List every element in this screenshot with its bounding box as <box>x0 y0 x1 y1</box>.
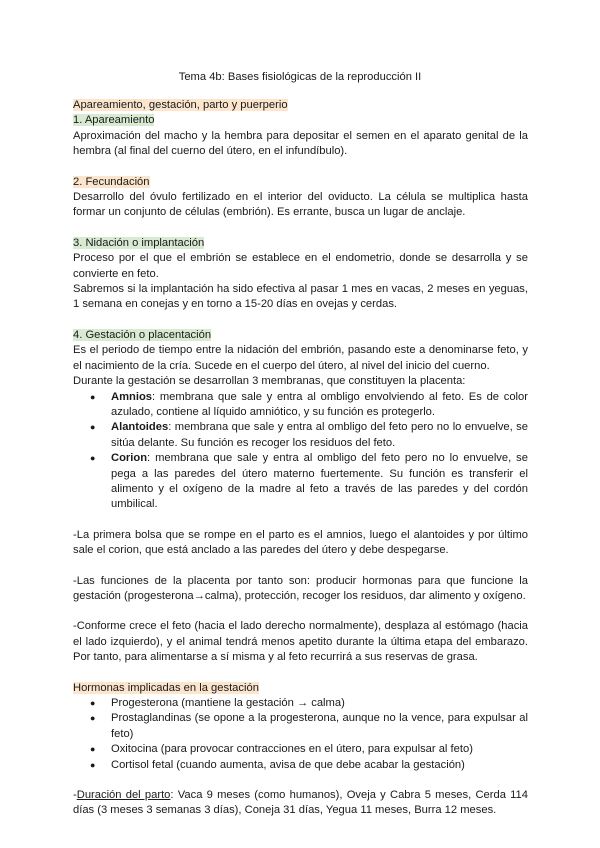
note-2: -Las funciones de la placenta por tanto son: producir hormonas para que funcione la gestación (progesterona→calma), protección, recoger los residuos, dar alimento y oxígeno. <box>73 574 528 602</box>
note-3: -Conforme crece el feto (hacia el lado derecho normalmente), desplaza al estómago (hacia el lado izquierdo), y el animal tendrá menos apetito durante la última etapa del embarazo. Por tanto, para alimentarse a sí misma y al feto recurrirá a sus reservas de grasa. <box>73 620 528 664</box>
list-item: ● Prostaglandinas (se opone a la progesterona, aunque no la vence, para expulsar al feto) <box>111 711 528 742</box>
section-2-text: Desarrollo del óvulo fertilizado en el interior del oviducto. La célula se multiplica hasta formar un conjunto de células (embrión). Es errante, busca un lugar de anclaje. <box>73 191 528 219</box>
hormones-heading: Hormonas implicadas en la gestación <box>73 681 259 694</box>
list-item: ● Corion: membrana que sale y entra al ombligo del feto pero no lo envuelve, se pega a las paredes del útero materno fuertemente. Su función es transferir el alimento y el oxígeno de la madre al feto a través de las paredes y del cordón umbilical. <box>111 451 528 513</box>
list-item: ● Cortisol fetal (cuando aumenta, avisa de que debe acabar la gestación) <box>111 758 528 773</box>
note-1: -La primera bolsa que se rompe en el parto es el amnios, luego el alantoides y por último sale el corion, que está anclado a las paredes del útero y debe despegarse. <box>73 528 528 557</box>
section-4-text-2: Durante la gestación se desarrollan 3 membranas, que constituyen la placenta: <box>73 375 466 388</box>
section-4-heading: 4. Gestación o placentación <box>73 328 212 341</box>
list-item: ● Amnios: membrana que sale y entra al ombligo envolviendo al feto. Es de color azulado, contiene al líquido amniótico, y su función es protegerlo. <box>111 390 528 421</box>
main-heading: Apareamiento, gestación, parto y puerperio <box>73 99 288 111</box>
document-body <box>73 98 528 819</box>
duration-paragraph: -Duración del parto: Vaca 9 meses (como humanos), Oveja y Cabra 5 meses, Cerda 114 días (3 meses 3 semanas 3 días), Coneja 31 días, Yegua 11 meses, Burra 12 meses. <box>73 789 528 817</box>
page-title: Tema 4b: Bases fisiológicas de la reproducción II <box>178 71 422 83</box>
hormone-list <box>73 696 528 773</box>
duration-label: Duración del parto <box>76 789 171 802</box>
section-3-heading: 3. Nidación o implantación <box>73 236 205 249</box>
membrane-list <box>73 390 528 513</box>
section-3-text-1: Proceso por el que el embrión se establece en el endometrio, donde se desarrolla y se convierte en feto. <box>73 252 528 280</box>
list-item: ● Progesterona (mantiene la gestación → calma) <box>111 696 528 711</box>
list-item: ● Alantoides: membrana que sale y entra al ombligo del feto pero no lo envuelve, se sitúa delante. Su función es recoger los residuos del feto. <box>111 420 528 451</box>
membrane-term: Corion <box>111 452 148 465</box>
list-item: ● Oxitocina (para provocar contracciones en el útero, para expulsar al feto) <box>111 742 528 757</box>
section-4-text-1: Es el periodo de tiempo entre la nidación del embrión, pasando este a denominarse feto, y el nacimiento de la cría. Sucede en el cuerpo del útero, al nivel del inicio del cuerno. <box>73 344 528 372</box>
section-1-heading: 1. Apareamiento <box>73 114 155 127</box>
section-3-text-2: Sabremos si la implantación ha sido efectiva al pasar 1 mes en vacas, 2 meses en yeguas, 1 semana en conejas y en torno a 15-20 días en ovejas y cerdas. <box>73 283 528 311</box>
section-1-text: Aproximación del macho y la hembra para depositar el semen en el aparato genital de la hembra (al final del cuerno del útero, en el infundíbulo). <box>73 129 528 158</box>
membrane-term: Amnios <box>111 390 153 403</box>
section-2-heading: 2. Fecundación <box>73 175 150 188</box>
membrane-term: Alantoides <box>111 421 169 434</box>
